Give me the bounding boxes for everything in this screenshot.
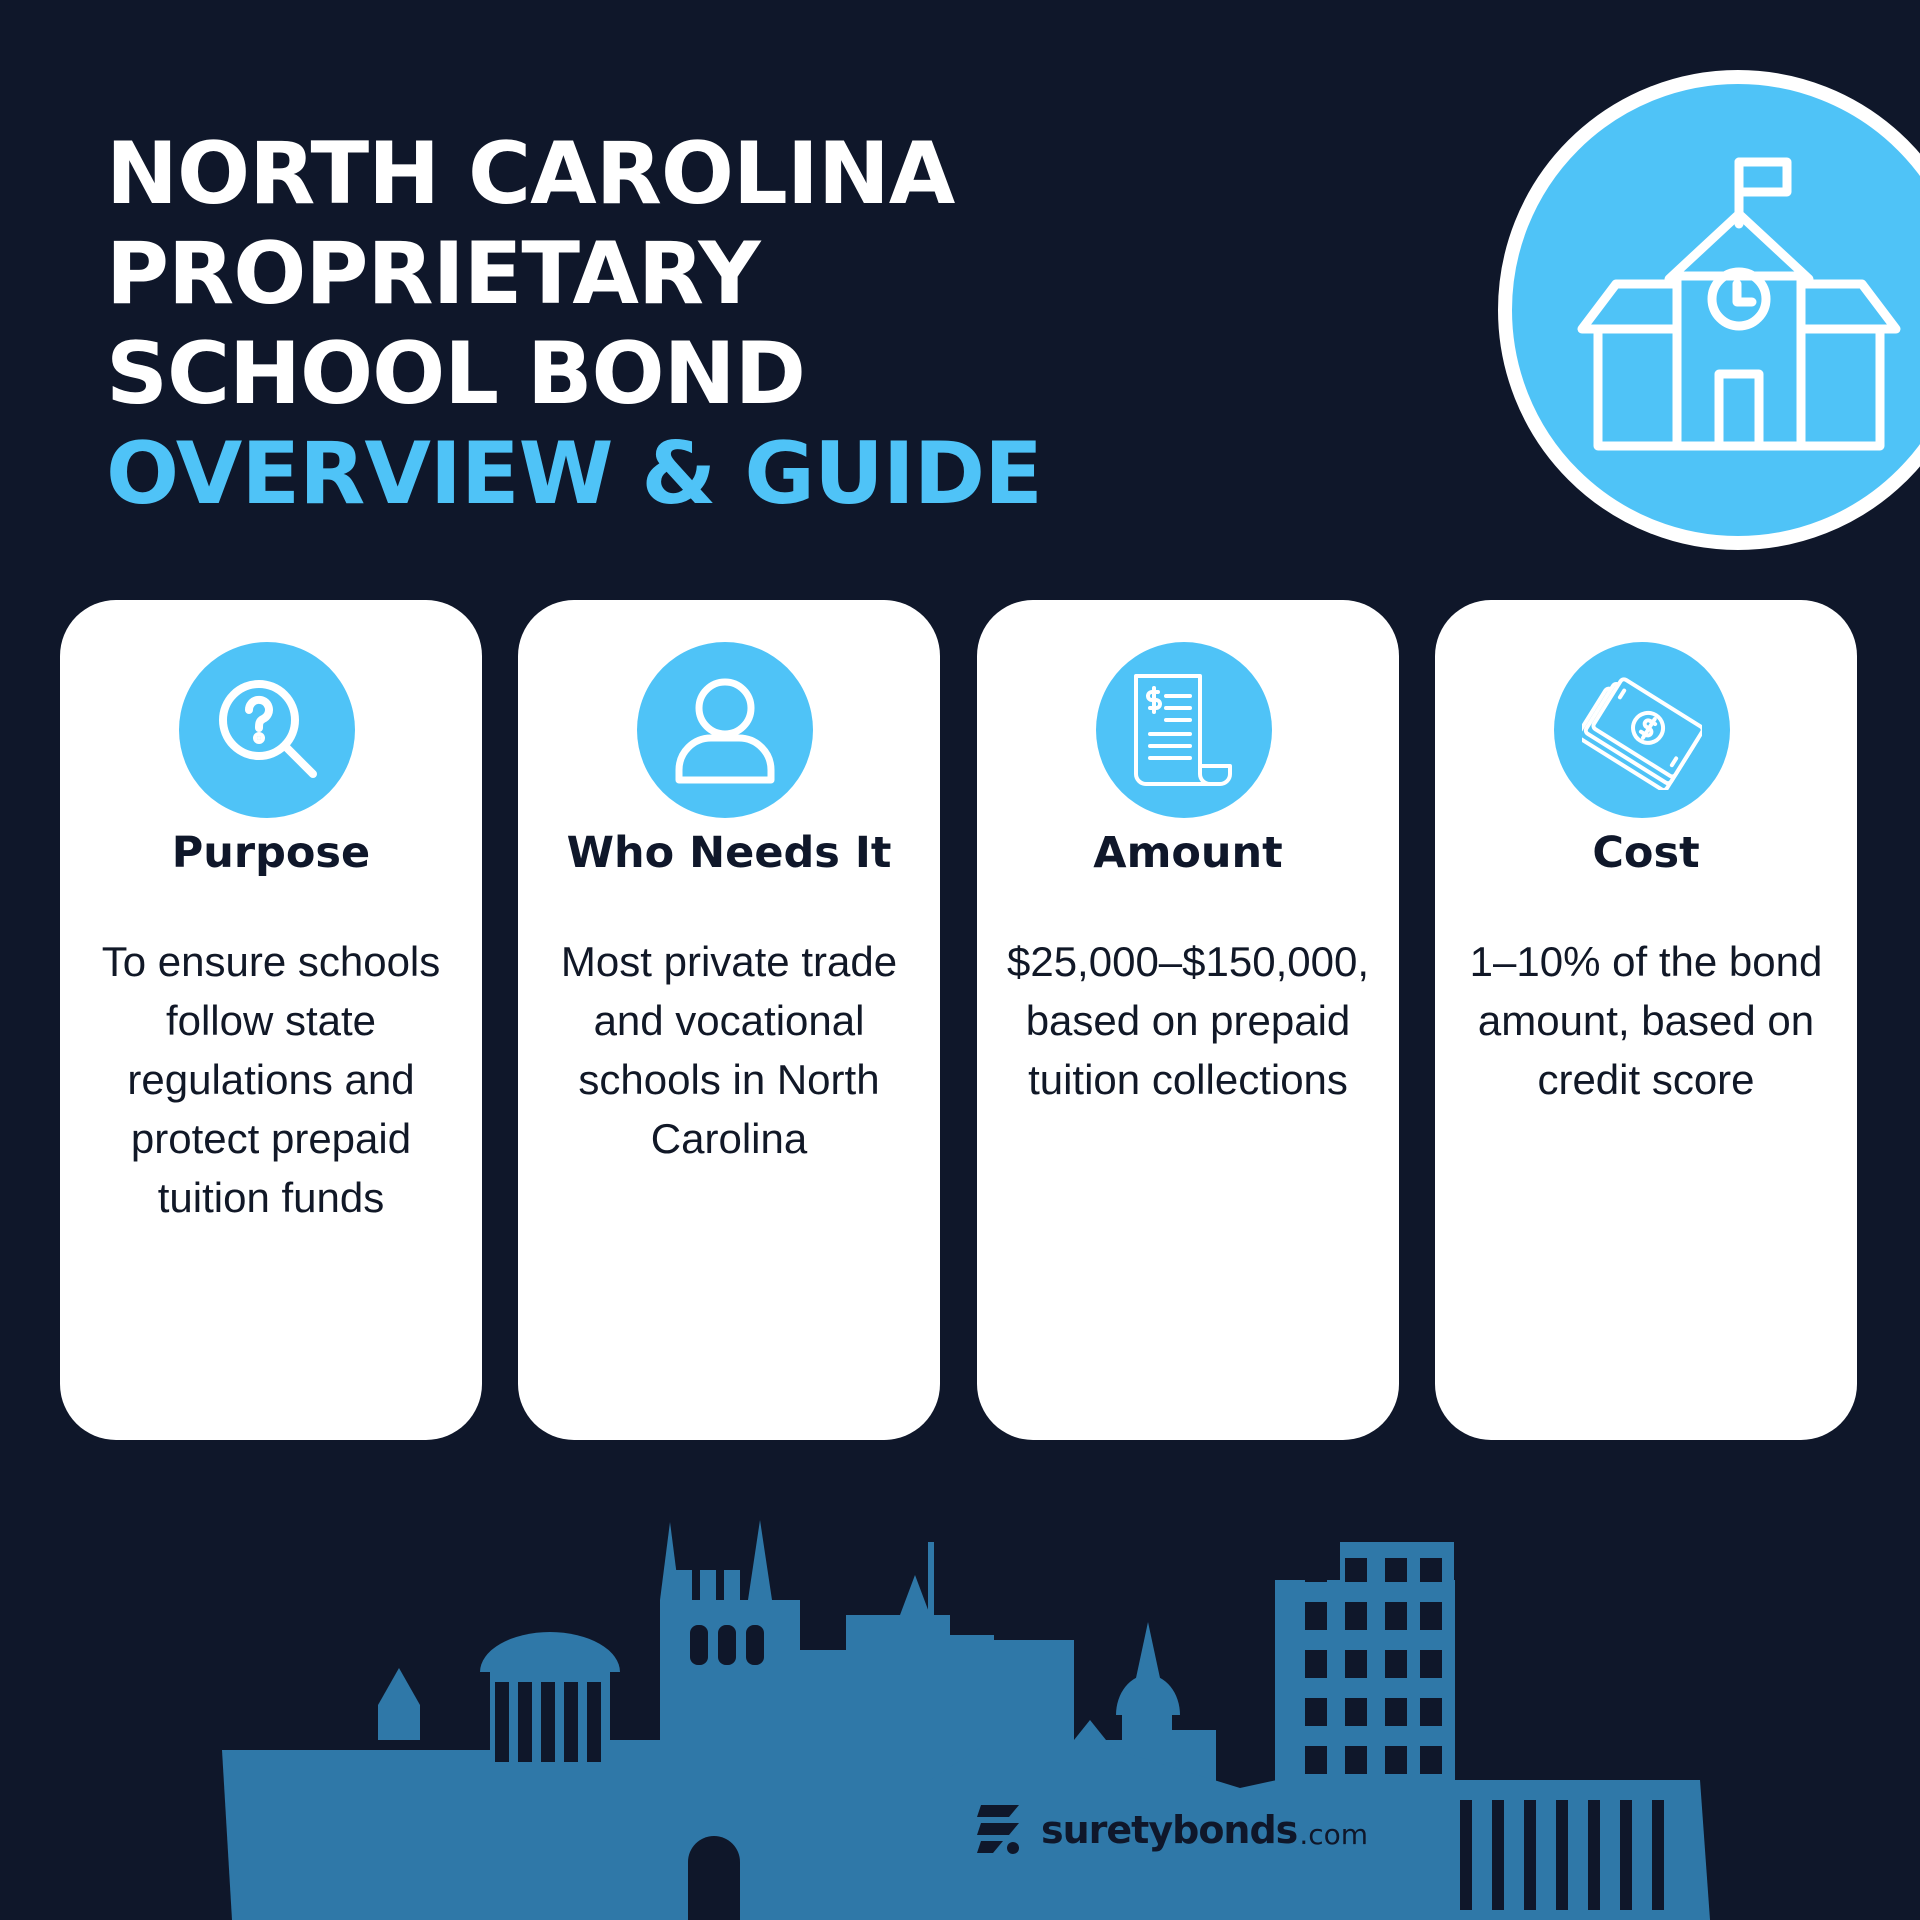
card-who-needs-it (518, 600, 940, 1440)
card-purpose (60, 600, 482, 1440)
city-skyline (0, 1500, 1920, 1920)
card-amount (977, 600, 1399, 1440)
suretybonds-logo-icon (975, 1801, 1025, 1859)
card-description: 1–10% of the bond amount, based on credit score (1469, 938, 1823, 1103)
card-cost (1435, 600, 1857, 1440)
card-description: To ensure schools follow state regulations and protect prepaid tuition funds (101, 938, 441, 1221)
title-line-3: SCHOOL BOND (106, 324, 806, 424)
brand-name: suretybonds (1041, 1808, 1298, 1852)
info-cards (60, 600, 1860, 1440)
card-title: Amount (1093, 828, 1283, 878)
page-title (106, 124, 1042, 524)
title-line-1: NORTH CAROLINA (106, 124, 955, 224)
card-title: Cost (1592, 828, 1700, 878)
card-description: Most private trade and vocational schools in North Carolina (560, 938, 898, 1162)
money-bills-icon (1554, 642, 1730, 818)
title-line-2: PROPRIETARY (106, 224, 760, 324)
brand-tld: .com (1299, 1817, 1369, 1851)
card-title: Who Needs It (566, 828, 892, 878)
page-subtitle: OVERVIEW & GUIDE (106, 424, 1042, 524)
person-icon (637, 642, 813, 818)
invoice-document-icon (1096, 642, 1272, 818)
card-description: $25,000–$150,000, based on prepaid tuition collections (1006, 938, 1370, 1103)
school-building-icon (1498, 70, 1920, 550)
magnifier-question-icon (179, 642, 355, 818)
card-title: Purpose (171, 828, 371, 878)
brand-logo (975, 1800, 1368, 1860)
